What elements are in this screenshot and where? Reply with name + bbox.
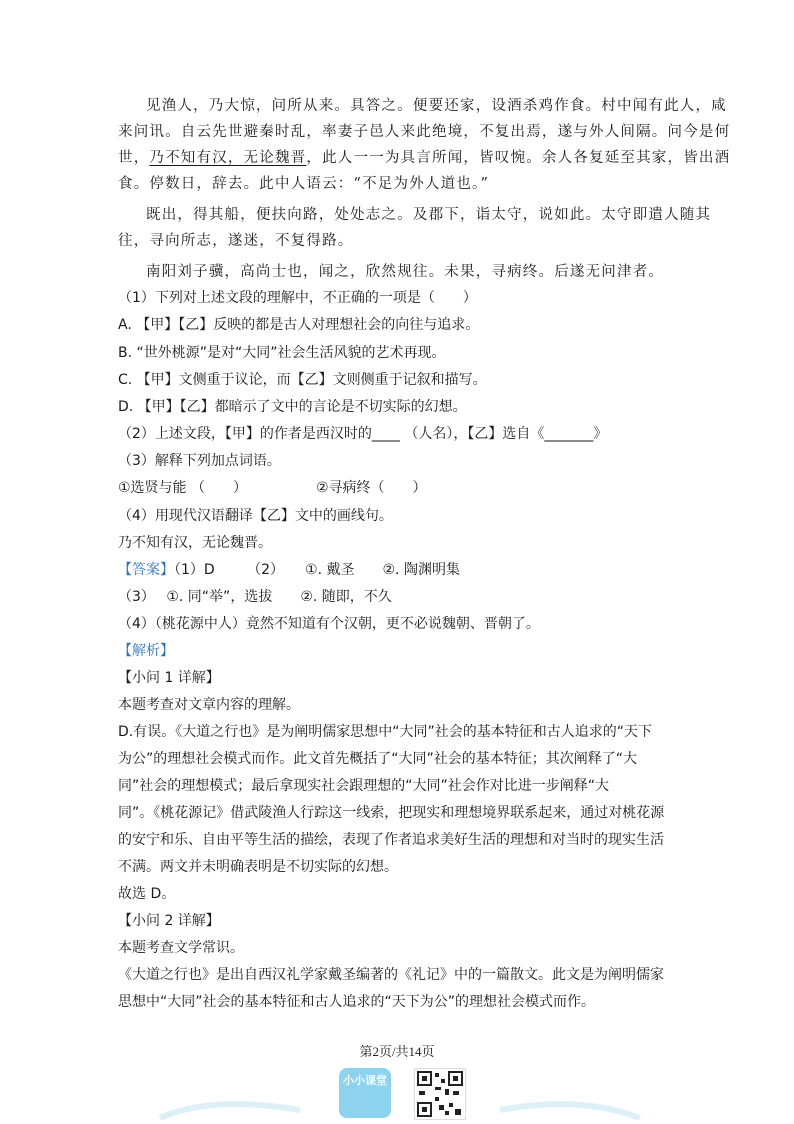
- sub2-line-3: 思想中“大同”社会的基本特征和古人追求的“天下为公”的理想社会模式而作。: [118, 994, 596, 1010]
- sub1-line-4: 同”社会的理想模式；最后拿现实社会跟理想的“大同”社会作对比进一步阐释“大: [118, 778, 610, 794]
- passage-line-3-prefix: 世，: [118, 150, 150, 166]
- passage-line-7: 南阳刘子骥，高尚士也，闻之，欣然规往。未果，寻病终。后遂无问津者。: [146, 264, 665, 280]
- question-3: （3）解释下列加点词语。: [118, 453, 281, 469]
- page-number: 第2页/共14页: [359, 1044, 435, 1059]
- sub2-line-2: 《大道之行也》是出自西汉礼学家戴圣编著的《礼记》中的一篇散文。此文是为阐明儒家: [118, 967, 664, 983]
- answer-line-2: （3） ①. 同“举”，选拔 ②. 随即，不久: [118, 589, 392, 605]
- sub2-title: 【小问 2 详解】: [118, 913, 220, 929]
- question-4-sentence: 乃不知有汉，无论魏晋。: [118, 535, 272, 551]
- sub1-line-5: 同”。《桃花源记》借武陵渔人行踪这一线索，把现实和理想境界联系起来，通过对桃花源: [118, 805, 665, 821]
- decoration-right-icon: [490, 1090, 650, 1120]
- question-3-item-2: ②寻病终（ ）: [316, 480, 427, 496]
- sub2-line-1: 本题考查文学常识。: [118, 940, 244, 956]
- passage-line-2: 来问讯。自云先世避秦时乱，率妻子邑人来此绝境，不复出焉，遂与外人间隔。问今是何: [118, 124, 731, 140]
- passage-line-6: 往，寻向所志，遂迷，不复得路。: [118, 233, 354, 249]
- brand-logo: [339, 1068, 391, 1118]
- option-b: B. “世外桃源”是对“大同”社会生活风貌的艺术再现。: [118, 345, 446, 361]
- question-2: （2）上述文段，【甲】的作者是西汉时的____ （人名），【乙】选自《_______》: [118, 426, 608, 442]
- question-3-item-1: ①选贤与能 （ ）: [118, 480, 248, 496]
- option-a: A. 【甲】【乙】反映的都是古人对理想社会的向往与追求。: [118, 317, 480, 333]
- analysis-label: 【解析】: [118, 643, 174, 659]
- underlined-sentence: 乃不知有汉，无论魏晋: [149, 150, 307, 166]
- sub1-line-7: 不满。两文并未明确表明是不切实际的幻想。: [118, 859, 398, 875]
- sub1-line-8: 故选 D。: [118, 886, 176, 902]
- option-c: C. 【甲】文侧重于议论，而【乙】文则侧重于记叙和描写。: [118, 372, 487, 388]
- sub1-line-2: D.有误。《大道之行也》是为阐明儒家思想中“大同”社会的基本特征和古人追求的“天下: [118, 724, 652, 740]
- decoration-left-icon: [150, 1090, 310, 1120]
- sub1-title: 【小问 1 详解】: [118, 670, 220, 686]
- passage-line-1: 见渔人，乃大惊，问所从来。具答之。便要还家，设酒杀鸡作食。村中闻有此人，咸: [146, 98, 727, 114]
- answer-label: 【答案】: [118, 562, 174, 578]
- passage-line-4: 食。停数日，辞去。此中人语云：“不足为外人道也。”: [118, 176, 490, 192]
- answer-line-1-rest: （1）D （2） ①. 戴圣 ②. 陶渊明集: [174, 562, 460, 578]
- answer-line-1: [118, 560, 460, 580]
- sub1-line-3: 为公”的理想社会模式而作。此文首先概括了“大同”社会的基本特征；其次阐释了“大: [118, 751, 638, 767]
- option-d: D. 【甲】【乙】都暗示了文中的言论是不切实际的幻想。: [118, 399, 467, 415]
- passage-line-5: 既出，得其船，便扶向路，处处志之。及郡下，诣太守，说如此。太守即遣人随其: [146, 207, 712, 223]
- answer-line-3: （4）（桃花源中人）竟然不知道有个汉朝，更不必说魏朝、晋朝了。: [118, 616, 540, 632]
- sub1-line-6: 的安宁和乐、自由平等生活的描绘，表现了作者追求美好生活的理想和对当时的现实生活: [118, 832, 664, 848]
- passage-line-3-rest: ，此人一一为具言所闻，皆叹惋。余人各复延至其家，皆出酒: [306, 150, 731, 166]
- qr-code-icon: [414, 1068, 466, 1120]
- logo-text: 小小课堂: [343, 1074, 387, 1087]
- passage-line-3: [118, 148, 730, 168]
- sub1-line-1: 本题考查对文章内容的理解。: [118, 697, 300, 713]
- question-4: （4）用现代汉语翻译【乙】文中的画线句。: [118, 508, 393, 524]
- question-1: （1）下列对上述文段的理解中，不正确的一项是（ ）: [118, 290, 477, 306]
